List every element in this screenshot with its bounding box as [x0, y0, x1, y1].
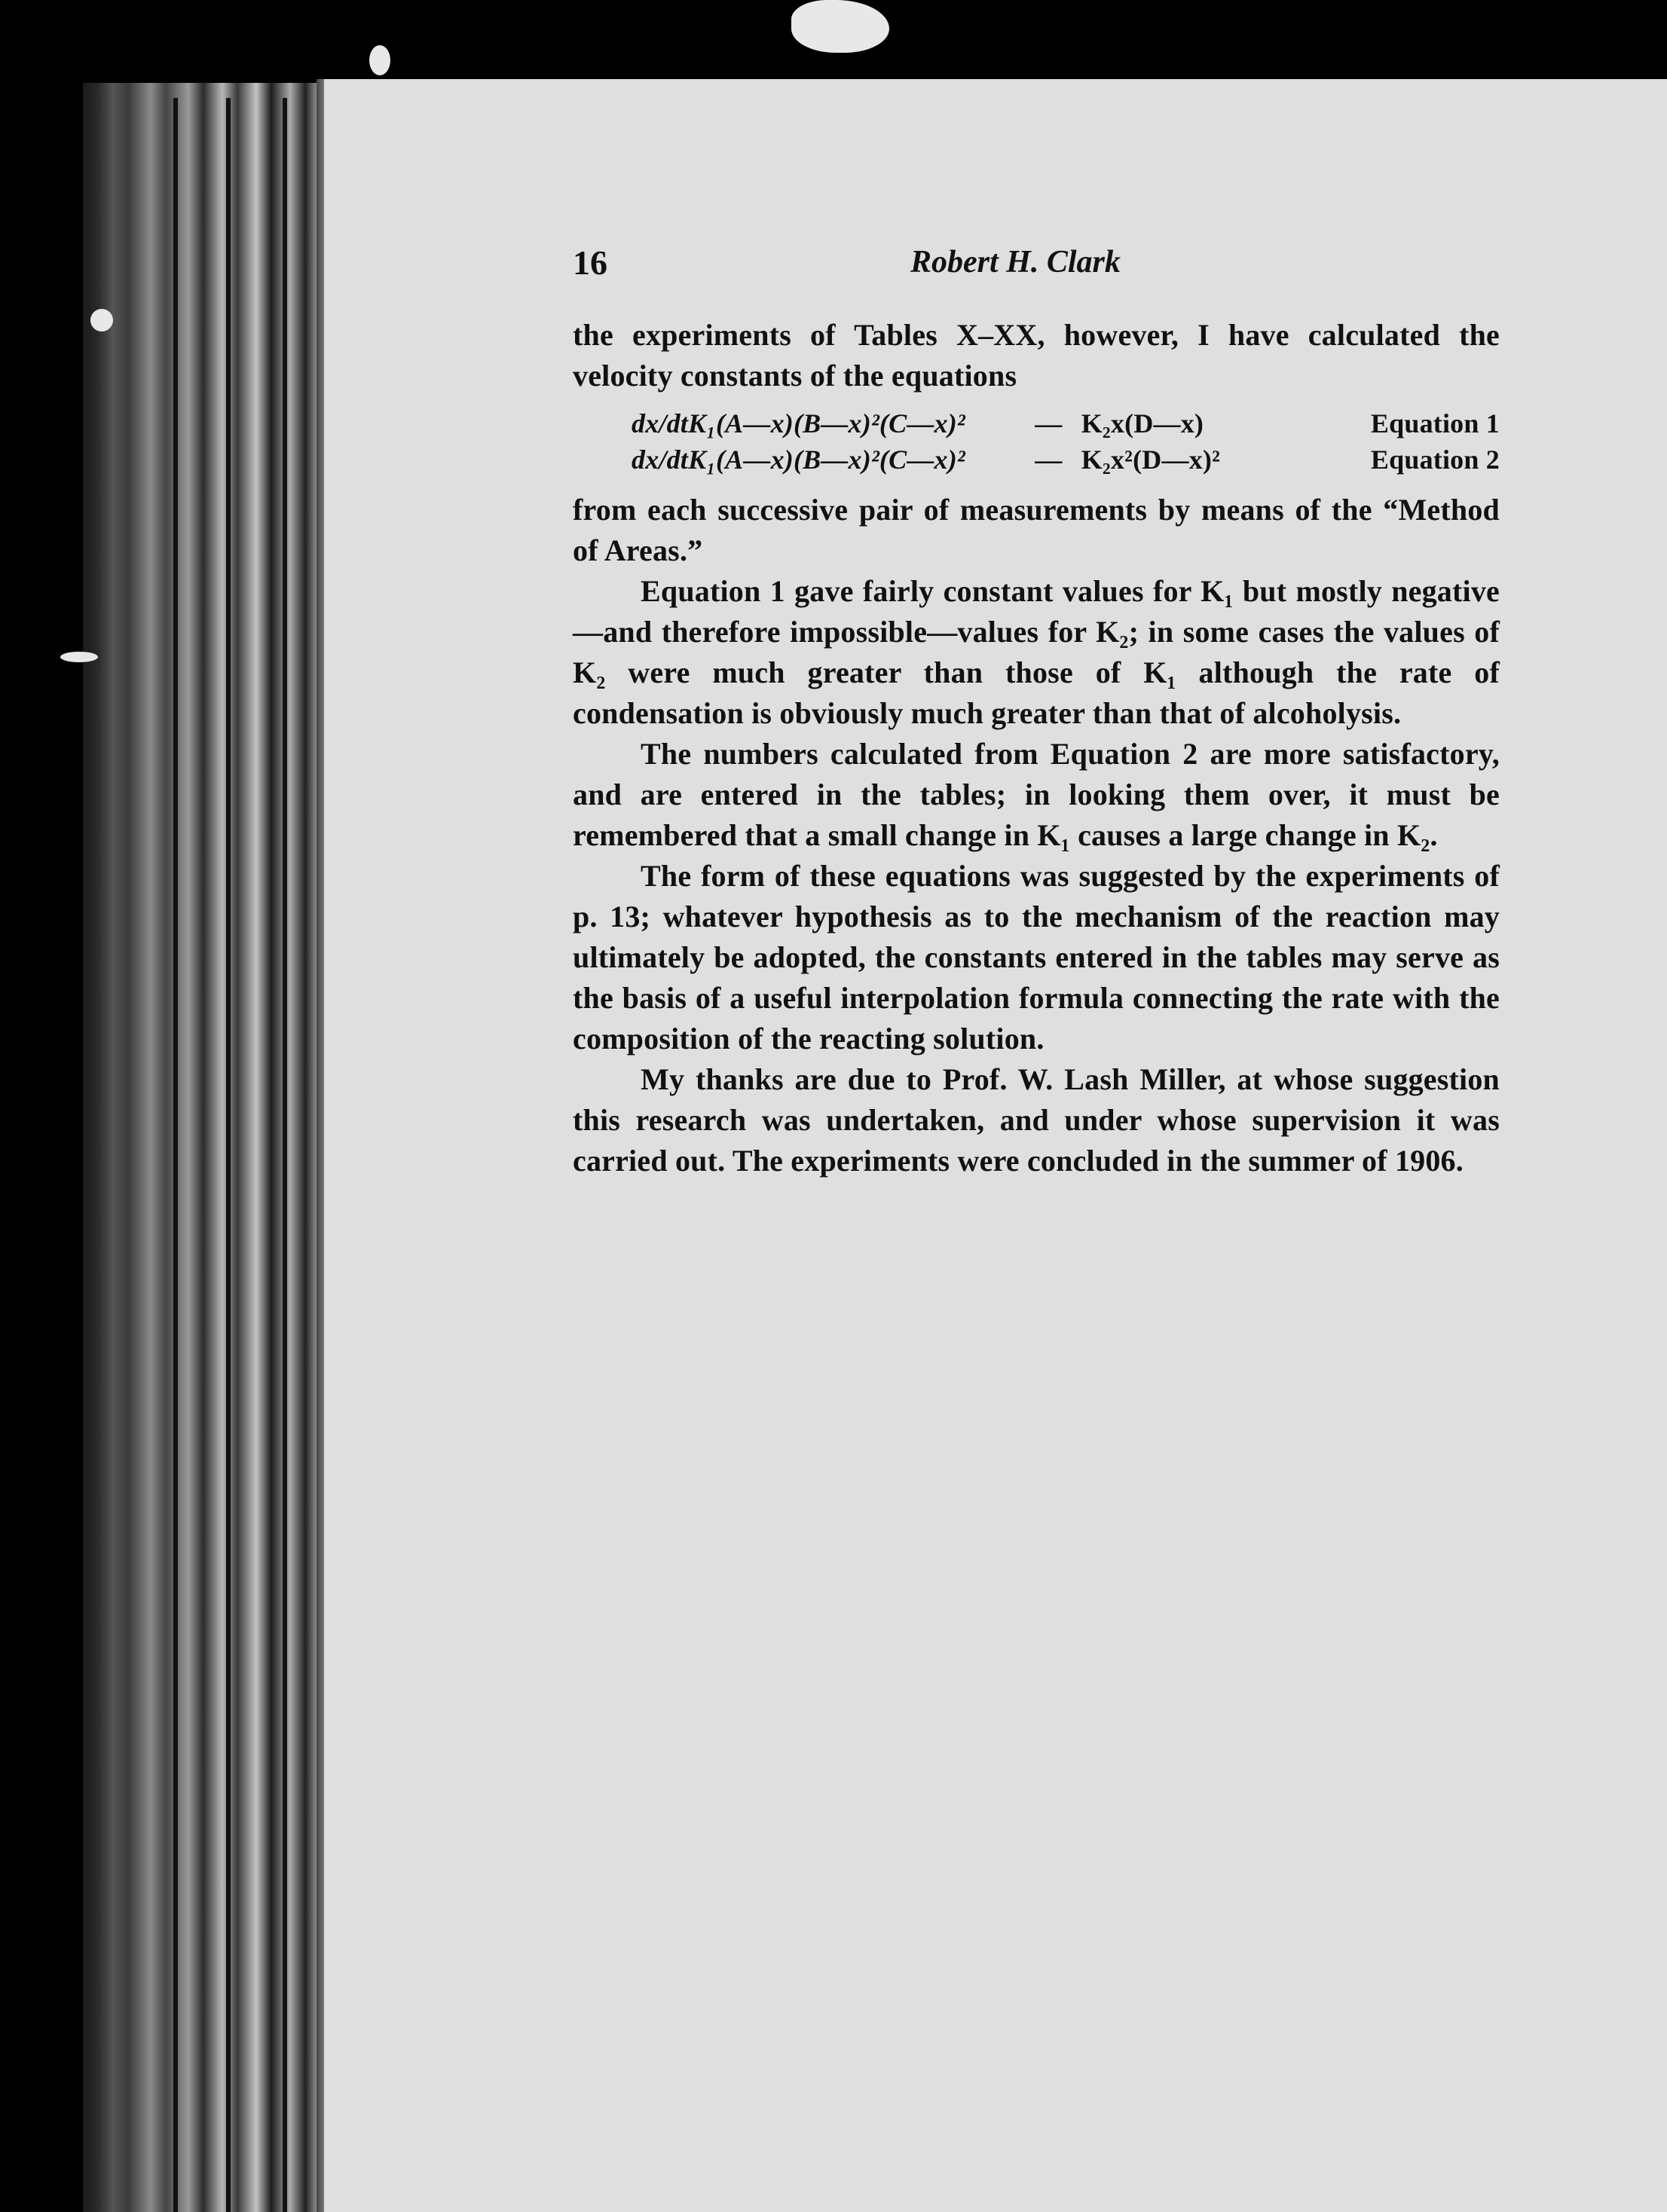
- equation-row: [573, 405, 1500, 441]
- equation-dash: —: [1035, 408, 1063, 438]
- paragraph: The form of these equations was suggested by the experiments of p. 13; whatever hypothesis as to the mechanism of the reaction may ultimately be adopted, the constants entered in the tables may serve as the basis of a useful interpolation formula connecting the rate with the composition of the reacting solution.: [573, 859, 1500, 1056]
- page-number: 16: [573, 243, 607, 282]
- scan-blemish: [369, 45, 390, 75]
- paragraph: from each successive pair of measurements by means of the “Method of Areas.”: [573, 493, 1500, 567]
- equation-row: [573, 441, 1500, 478]
- equation-left-side: dx/dtK₁(A—x)(B—x)²(C—x)²: [632, 408, 965, 438]
- scan-blemish: [791, 0, 889, 53]
- page-edge-line: [283, 98, 287, 2212]
- scan-blemish: [60, 652, 98, 662]
- scan-blemish: [90, 309, 113, 331]
- equation-right-side: K₂x(D—x): [1081, 408, 1204, 438]
- paragraph: The numbers calculated from Equation 2 are more satisfactory, and are entered in the tables; in looking them over, it must be remembered that a small change in K₁ causes a large change in K₂.: [573, 737, 1500, 852]
- body-text: [573, 315, 1500, 1181]
- page-header: [573, 243, 1500, 288]
- page-edge-line: [173, 98, 178, 2212]
- paragraph: the experiments of Tables X–XX, however, I have calculated the velocity constants of the equations: [573, 318, 1500, 393]
- equation-dash: —: [1035, 445, 1063, 475]
- equation-right-side: K₂x²(D—x)²: [1081, 445, 1221, 475]
- equation-label: Equation 2: [1370, 445, 1500, 475]
- equation-left-side: dx/dtK₁(A—x)(B—x)²(C—x)²: [632, 445, 965, 475]
- running-head: Robert H. Clark: [910, 245, 1121, 280]
- paragraph: Equation 1 gave fairly constant values for K₁ but mostly negative—and therefore impossible—values for K₂; in some cases the values of K₂ were much greater than those of K₁ although the rate of condensation is obviously much greater than that of alcoholysis.: [573, 574, 1500, 730]
- page-edges: [83, 83, 324, 2212]
- equation-label: Equation 1: [1370, 408, 1500, 438]
- page-edge-line: [226, 98, 231, 2212]
- paragraph: My thanks are due to Prof. W. Lash Miller, at whose suggestion this research was undertaken, and under whose supervision it was carried out. The experiments were concluded in the summer of 1906.: [573, 1062, 1500, 1178]
- equation-block: [573, 405, 1500, 478]
